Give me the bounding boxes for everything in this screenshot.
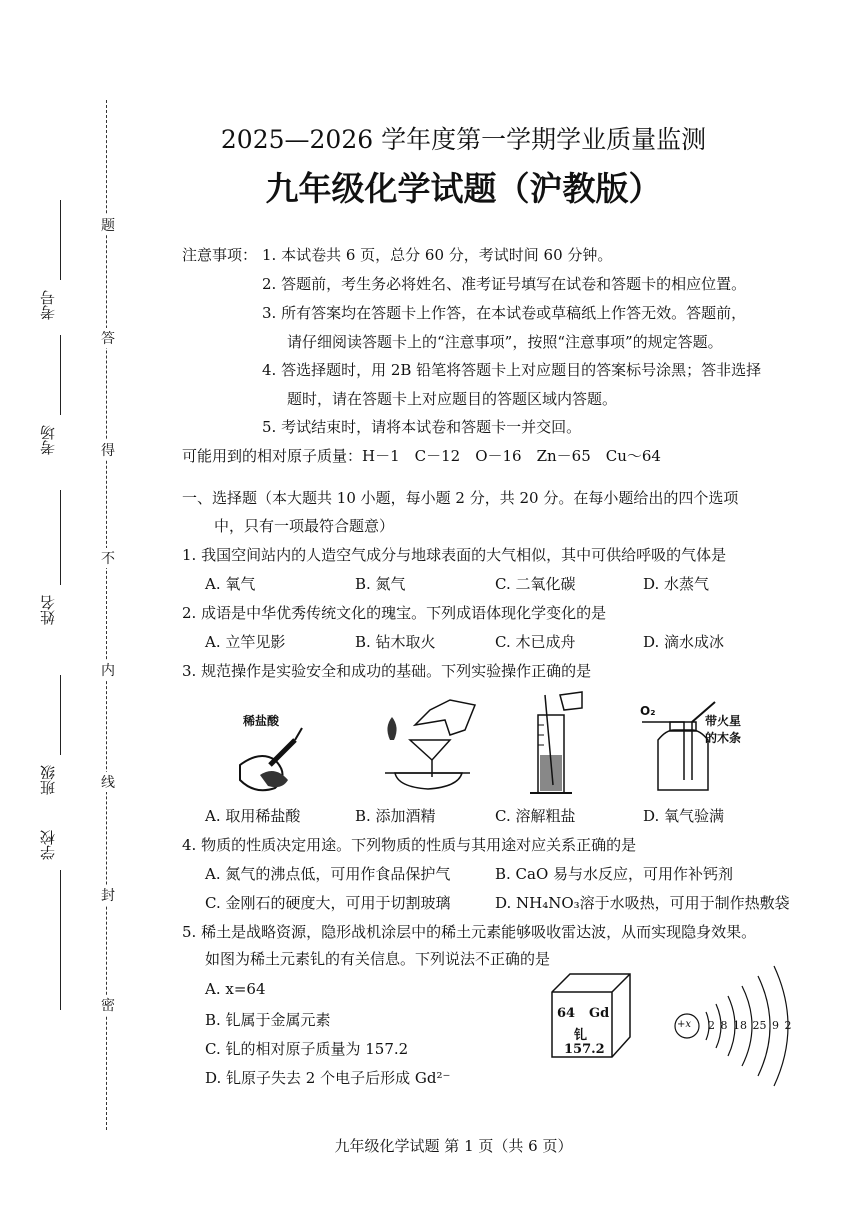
- seal-char: 得: [100, 440, 116, 460]
- notice-item: 1. 本试卷共 6 页，总分 60 分，考试时间 60 分钟。: [262, 246, 613, 264]
- question-2-stem: 2. 成语是中华优秀传统文化的瑰宝。下列成语体现化学变化的是: [182, 604, 607, 622]
- q4-option-b: B. CaO 易与水反应，可用作补钙剂: [495, 865, 734, 883]
- q4-option-c: C. 金刚石的硬度大，可用于切割玻璃: [205, 894, 451, 912]
- class-label: 班级: [39, 765, 57, 795]
- seal-char: 题: [100, 215, 116, 235]
- exam-number-label: 考号: [39, 290, 57, 320]
- q3-option-c: C. 溶解粗盐: [495, 807, 576, 825]
- element-symbol: Gd: [589, 1006, 610, 1021]
- exam-room-field-line: [60, 335, 61, 415]
- q5-option-d: D. 钆原子失去 2 个电子后形成 Gd²⁻: [205, 1069, 451, 1087]
- dropper-illustration: [230, 720, 340, 795]
- name-label: 姓名: [39, 595, 57, 625]
- q4-option-a: A. 氮气的沸点低，可用作食品保护气: [205, 865, 451, 883]
- seal-char: 答: [100, 328, 116, 348]
- notice-item: 3. 所有答案均在答题卡上作答，在本试卷或草稿纸上作答无效。答题前，: [262, 304, 747, 322]
- name-field-line: [60, 490, 61, 585]
- alcohol-lamp-illustration: [370, 695, 485, 795]
- class-field-line: [60, 675, 61, 755]
- question-4-stem: 4. 物质的性质决定用途。下列物质的性质与其用途对应关系正确的是: [182, 836, 637, 854]
- section-heading: 一、选择题（本大题共 10 小题，每小题 2 分，共 20 分。在每小题给出的四个选项: [182, 489, 739, 507]
- exam-title: 2025—2026 学年度第一学期学业质量监测: [220, 125, 707, 154]
- element-number: 64: [557, 1006, 576, 1021]
- q3-option-b: B. 添加酒精: [355, 807, 436, 825]
- question-1-stem: 1. 我国空间站内的人造空气成分与地球表面的大气相似，其中可供给呼吸的气体是: [182, 546, 727, 564]
- q4-option-d: D. NH₄NO₃溶于水吸热，可用于制作热敷袋: [495, 894, 790, 912]
- question-3-stem: 3. 规范操作是实验安全和成功的基础。下列实验操作正确的是: [182, 662, 592, 680]
- notice-item: 请仔细阅读答题卡上的“注意事项”，按照“注意事项”的规定答题。: [287, 333, 723, 351]
- exam-room-label: 考场: [39, 425, 57, 455]
- binding-dashed-line: [106, 100, 107, 1130]
- notice-item: 5. 考试结束时，请将本试卷和答题卡一并交回。: [262, 418, 582, 436]
- splint-label-line2: 的木条: [705, 731, 742, 745]
- dissolving-illustration: [520, 690, 590, 800]
- splint-label-line1: 带火星: [705, 714, 742, 728]
- atomic-masses: 可能用到的相对原子质量：H－1 C－12 O－16 Zn－65 Cu～64: [182, 447, 661, 465]
- q2-option-c: C. 木已成舟: [495, 633, 576, 651]
- q1-option-c: C. 二氧化碳: [495, 575, 576, 593]
- seal-char: 内: [100, 660, 116, 680]
- seal-char: 线: [100, 772, 116, 792]
- q1-option-a: A. 氧气: [205, 575, 256, 593]
- acid-label: 稀盐酸: [243, 714, 280, 728]
- q5-option-b: B. 钆属于金属元素: [205, 1011, 331, 1029]
- school-field-line: [60, 870, 61, 1010]
- q3-option-d: D. 氧气验满: [643, 807, 725, 825]
- element-name: 钆: [574, 1028, 588, 1043]
- electron-shells: 2 8 18 25 9 2: [708, 1019, 792, 1032]
- nucleus-charge: +x: [677, 1019, 692, 1030]
- section-heading-cont: 中，只有一项最符合题意）: [214, 517, 395, 535]
- q1-option-b: B. 氮气: [355, 575, 406, 593]
- q2-option-d: D. 滴水成冰: [643, 633, 725, 651]
- notice-item: 2. 答题前，考生务必将姓名、准考证号填写在试卷和答题卡的相应位置。: [262, 275, 747, 293]
- o2-label: O₂: [640, 704, 656, 718]
- q5-option-c: C. 钆的相对原子质量为 157.2: [205, 1040, 409, 1058]
- element-mass: 157.2: [564, 1042, 605, 1057]
- q1-option-d: D. 水蒸气: [643, 575, 710, 593]
- seal-char: 封: [100, 885, 116, 905]
- notice-label: 注意事项：: [182, 246, 258, 264]
- q5-option-a: A. x=64: [205, 980, 266, 998]
- school-label: 学校: [39, 830, 57, 860]
- seal-char: 不: [100, 548, 116, 568]
- question-5-stem: 5. 稀土是战略资源，隐形战机涂层中的稀土元素能够吸收雷达波，从而实现隐身效果。: [182, 923, 757, 941]
- notice-item: 题时，请在答题卡上对应题目的答题区域内答题。: [287, 390, 618, 408]
- q2-option-b: B. 钻木取火: [355, 633, 436, 651]
- page-footer: 九年级化学试题 第 1 页（共 6 页）: [334, 1137, 573, 1155]
- exam-subtitle: 九年级化学试题（沪教版）: [265, 169, 662, 208]
- question-5-stem-cont: 如图为稀土元素钆的有关信息。下列说法不正确的是: [205, 950, 551, 968]
- notice-item: 4. 答选择题时，用 2B 铅笔将答题卡上对应题目的答案标号涂黑；答非选择: [262, 361, 762, 379]
- exam-number-field-line: [60, 200, 61, 280]
- seal-char: 密: [100, 995, 116, 1015]
- q2-option-a: A. 立竿见影: [205, 633, 286, 651]
- q3-option-a: A. 取用稀盐酸: [205, 807, 301, 825]
